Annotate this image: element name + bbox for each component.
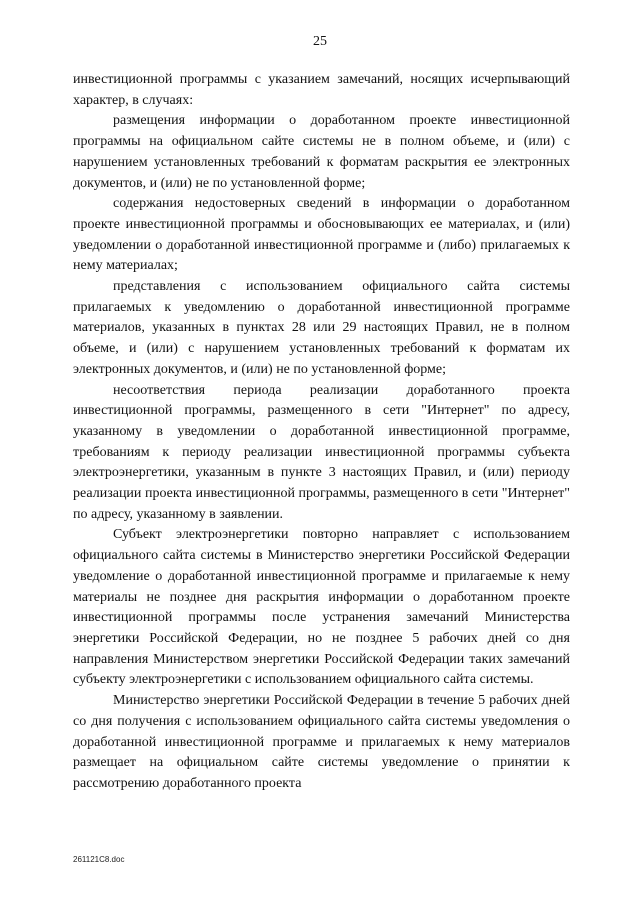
paragraph-ministry-notice: Министерство энергетики Российской Федерации в течение 5 рабочих дней со дня получения с использованием официального сайта системы уведомления о доработанной инвестиционной программе и прилагаемых к нему материалов размещает на официальном сайте системы уведомление о принятии к рассмотрению доработанного проекта [73,693,570,791]
paragraph-continuation: инвестиционной программы с указанием замечаний, носящих исчерпывающий характер, в случаях: [73,72,570,108]
page-number: 25 [313,34,327,49]
list-item-period-mismatch: несоответствия периода реализации доработанного проекта инвестиционной программы, размещенного в сети "Интернет" по адресу, указанному в уведомлении о доработанной инвестиционной программе, требованиям к периоду реализации инвестиционной программы субъекта электроэнергетики, указанным в пункте 3 настоящих Правил, и (или) периоду реализации проекта инвестиционной программы, размещенного в сети "Интернет" по адресу, указанному в заявлении. [73,382,570,522]
document-body [73,70,570,795]
paragraph-resubmission: Субъект электроэнергетики повторно направляет с использованием официального сайта системы в Министерство энергетики Российской Федерации уведомление о доработанной инвестиционной программе и прилагаемые к нему материалы не позднее дня раскрытия информации о доработанном проекте инвестиционной программы после устранения замечаний Министерства энергетики Российской Федерации, но не позднее 5 рабочих дней со дня направления Министерством энергетики Российской Федерации таких замечаний субъекту электроэнергетики с использованием официального сайта системы. [73,527,570,688]
list-item-false-info: содержания недостоверных сведений в информации о доработанном проекте инвестиционной программы и обосновывающих ее материалах, и (или) уведомлении о доработанной инвестиционной программе и (либо) прилагаемых к нему материалах; [73,196,570,274]
list-item-submission: представления с использованием официального сайта системы прилагаемых к уведомлению о доработанной инвестиционной программе материалов, указанных в пунктах 28 или 29 настоящих Правил, не в полном объеме, и (или) с нарушением установленных требований к форматам их электронных документов, и (или) не по установленной форме; [73,279,570,377]
file-name-footer: 261121C8.doc [73,855,125,864]
list-item-placement: размещения информации о доработанном проекте инвестиционной программы на официальном сайте системы не в полном объеме, и (или) с нарушением установленных требований к форматам раскрытия ее электронных документов, и (или) не по установленной форме; [73,113,570,191]
